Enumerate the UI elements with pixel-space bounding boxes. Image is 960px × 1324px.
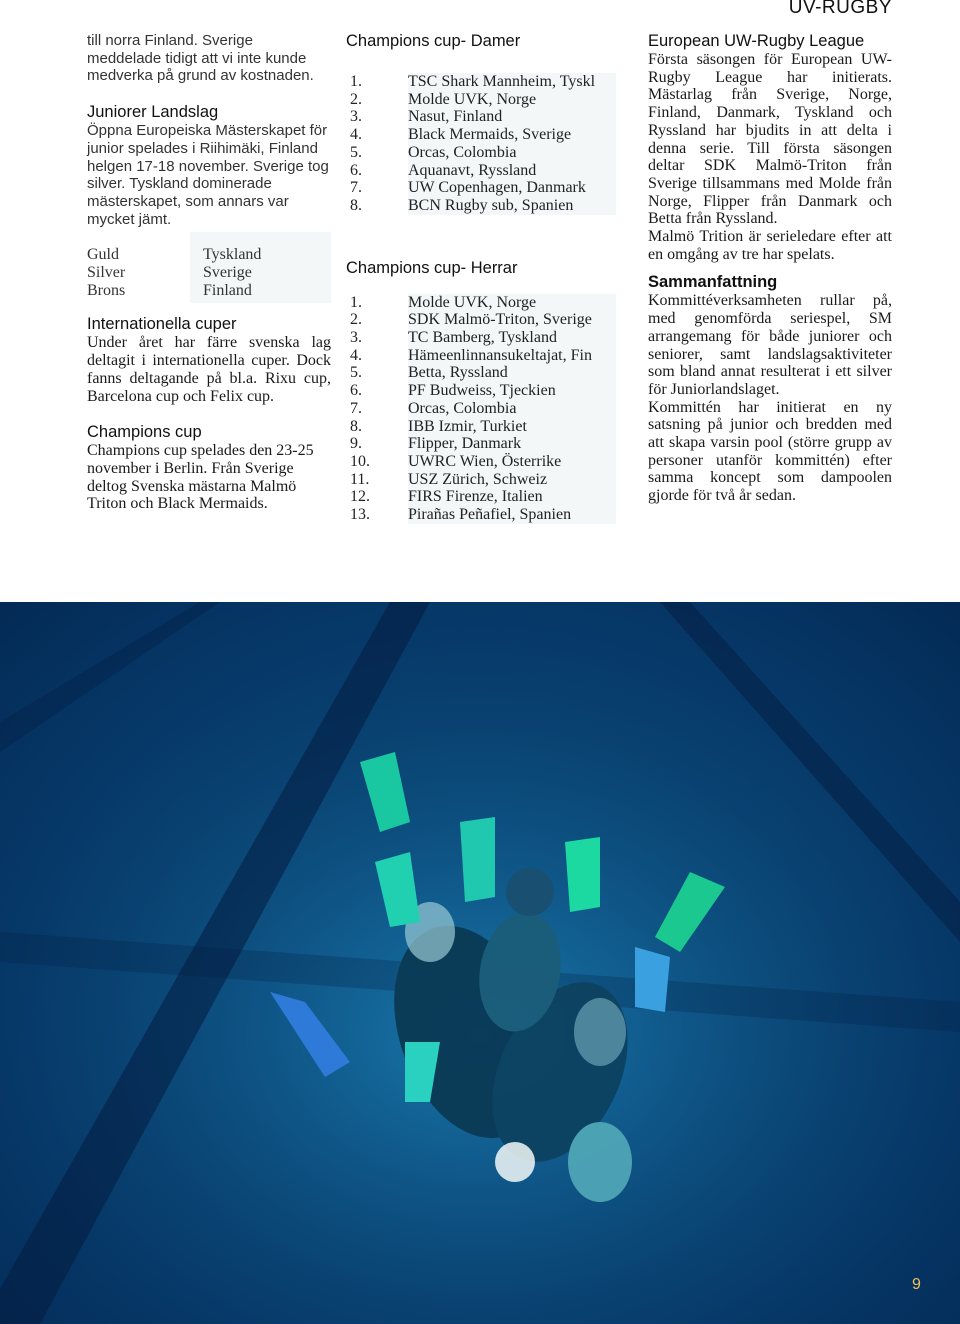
result-row [346, 382, 616, 400]
juniors-paragraph: Öppna Europeiska Mästerskapet för junior spelades i Riihimäki, Finland helgen 17-18 november. Sverige tog silver. Tyskland dominerade mästerskapet, som annars var mycket jämt. [87, 122, 329, 228]
result-team: Flipper, Danmark [408, 435, 522, 453]
result-rank: 1. [346, 73, 408, 91]
summary-heading: Sammanfattning [648, 273, 778, 292]
photo-illustration [0, 602, 960, 1324]
result-team: Orcas, Colombia [408, 399, 517, 417]
result-rank: 1. [346, 294, 408, 312]
medal-country: Tyskland [203, 246, 262, 264]
result-row [346, 471, 616, 489]
summary-paragraph-1: Kommittéverksamheten rullar på, med genomförda seriespel, SM arrangemang för både juniorer och seniorer, samt landslagsaktiviteter som bland annat resulterat i ett silver för Juniorlandslaget. [648, 292, 892, 398]
result-team: UW Copenhagen, Danmark [408, 179, 586, 197]
result-rank: 5. [346, 364, 408, 382]
section-header: UV-RUGBY [788, 0, 892, 18]
result-rank: 3. [346, 108, 408, 126]
result-team: PF Budweiss, Tjeckien [408, 382, 556, 400]
result-row [346, 179, 616, 197]
result-row [346, 73, 616, 91]
underwater-rugby-photo [0, 602, 960, 1324]
result-row [346, 329, 616, 347]
result-team: IBB Izmir, Turkiet [408, 417, 527, 435]
result-rank: 6. [346, 382, 408, 400]
result-team: Molde UVK, Norge [408, 293, 537, 311]
result-rank: 5. [346, 144, 408, 162]
result-team: TC Bamberg, Tyskland [408, 329, 557, 347]
result-rank: 7. [346, 400, 408, 418]
result-row [346, 418, 616, 436]
women-results-heading: Champions cup- Damer [346, 32, 521, 50]
result-team: TSC Shark Mannheim, Tyskl [408, 73, 596, 90]
result-team: Hämeenlinnansukeltajat, Fin [408, 346, 592, 364]
result-rank: 7. [346, 179, 408, 197]
result-team: BCN Rugby sub, Spanien [408, 196, 574, 214]
column-middle [346, 32, 616, 524]
league-paragraph-2: Malmö Trition är serieledare efter att en omgång av tre har spelats. [648, 228, 892, 263]
champions-cup-heading: Champions cup [87, 423, 202, 442]
result-row [346, 400, 616, 418]
medal-row [87, 264, 331, 282]
result-row [346, 162, 616, 180]
result-team: Pirañas Peñafiel, Spanien [408, 506, 572, 524]
result-row [346, 453, 616, 471]
result-team: Orcas, Colombia [408, 143, 517, 161]
result-team: Black Mermaids, Sverige [408, 126, 572, 144]
medal-country: Finland [203, 281, 252, 299]
result-team: Aquanavt, Ryssland [408, 161, 537, 179]
medal-table [87, 232, 331, 303]
medal-label: Guld [87, 246, 119, 264]
medal-country: Sverige [203, 264, 252, 282]
juniors-heading: Juniorer Landslag [87, 103, 219, 122]
column-right [648, 32, 892, 505]
result-rank: 10. [346, 453, 408, 471]
result-row [346, 311, 616, 329]
champions-cup-paragraph: Champions cup spelades den 23-25 november i Berlin. Från Sverige deltog Svenska mästarna Malmö Triton och Black Mermaids. [87, 442, 314, 513]
result-team: USZ Zürich, Schweiz [408, 470, 548, 488]
result-row [346, 126, 616, 144]
result-team: Nasut, Finland [408, 108, 503, 126]
result-rank: 3. [346, 329, 408, 347]
result-rank: 8. [346, 197, 408, 215]
result-team: Betta, Ryssland [408, 364, 508, 382]
result-rank: 2. [346, 311, 408, 329]
result-team: UWRC Wien, Österrike [408, 452, 562, 470]
league-heading: European UW-Rugby League [648, 32, 865, 50]
result-rank: 11. [346, 471, 408, 489]
result-rank: 2. [346, 91, 408, 109]
result-team: Molde UVK, Norge [408, 90, 537, 108]
result-rank: 4. [346, 347, 408, 365]
result-row [346, 506, 616, 524]
result-row [346, 488, 616, 506]
page-number: 9 [912, 1276, 921, 1293]
result-team: SDK Malmö-Triton, Sverige [408, 311, 592, 329]
result-rank: 4. [346, 126, 408, 144]
intl-cups-heading: Internationella cuper [87, 315, 237, 334]
result-row [346, 347, 616, 365]
result-row [346, 108, 616, 126]
result-row [346, 435, 616, 453]
intro-paragraph: till norra Finland. Sverige meddelade tidigt att vi inte kunde medverka på grund av kostnaden. [87, 32, 314, 85]
result-row [346, 91, 616, 109]
result-rank: 6. [346, 162, 408, 180]
intl-cups-paragraph: Under året har färre svenska lag deltagit i internationella cuper. Dock fanns deltagande på bl.a. Rixu cup, Barcelona cup och Felix cup. [87, 334, 331, 405]
result-rank: 9. [346, 435, 408, 453]
result-row [346, 144, 616, 162]
league-paragraph-1: Första säsongen för European UW-Rugby League har initierats. Mästarlag från Sverige, Norge, Finland, Danmark, Tyskland och Ryssland har bjudits in att delta i denna serie. Till första säsongen deltar SDK Malmö-Triton från Sverige tillsammans med Molde från Norge, Flipper från Danmark och Betta från Ryssland. [648, 51, 892, 228]
result-row [346, 197, 616, 215]
result-rank: 13. [346, 506, 408, 524]
summary-paragraph-2: Kommittén har initierat en ny satsning på junior och bredden med att skapa varsin pool (större grupp av personer utanför kommittén) efter samma koncept som dampoolen gjorde för två år sedan. [648, 398, 892, 505]
result-team: FIRS Firenze, Italien [408, 488, 543, 506]
result-rank: 12. [346, 488, 408, 506]
result-row [346, 364, 616, 382]
medal-row [87, 246, 331, 264]
column-left [87, 32, 331, 513]
result-rank: 8. [346, 418, 408, 436]
women-results-list [346, 73, 616, 215]
medal-row [87, 282, 331, 300]
medal-label: Silver [87, 264, 126, 282]
medal-label: Brons [87, 281, 126, 299]
result-row [346, 294, 616, 312]
men-results-heading: Champions cup- Herrar [346, 258, 518, 277]
men-results-list [346, 294, 616, 524]
